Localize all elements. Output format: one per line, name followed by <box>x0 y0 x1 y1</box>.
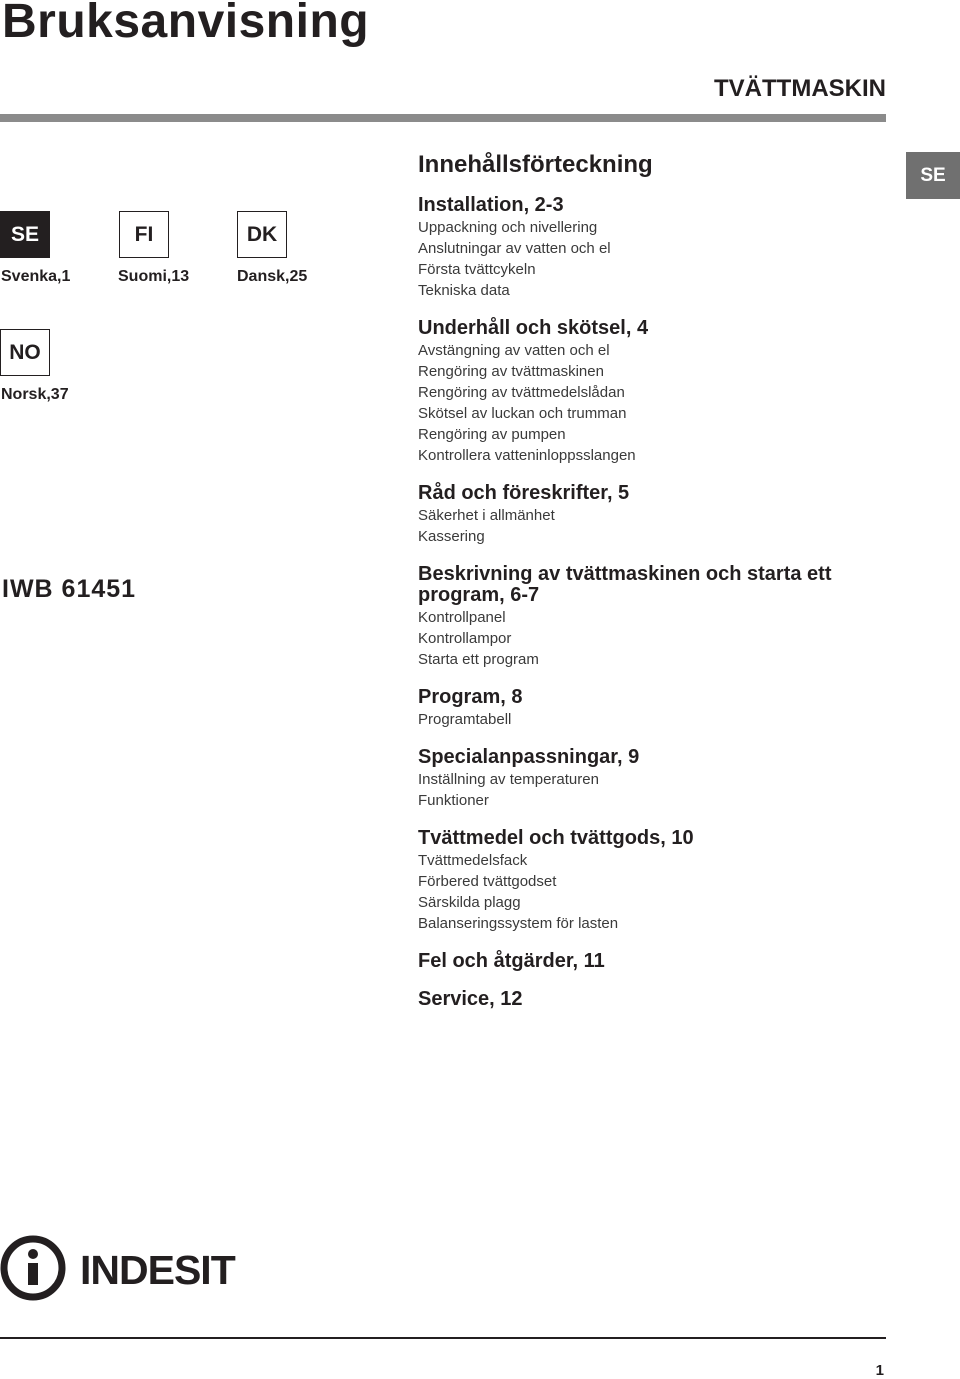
toc-section-service <box>418 989 898 1010</box>
toc-heading[interactable]: Fel och åtgärder, 11 <box>418 950 605 972</box>
toc-item[interactable]: Första tvättcykeln <box>418 261 536 278</box>
toc-heading[interactable]: Installation, 2-3 <box>418 194 564 216</box>
lang-label-no: Norsk,37 <box>1 386 69 403</box>
toc-item[interactable]: Uppackning och nivellering <box>418 219 598 236</box>
lang-label-fi: Suomi,13 <box>118 268 190 285</box>
toc-heading[interactable]: Tvättmedel och tvättgods, 10 <box>418 827 694 849</box>
indesit-i-logo-icon <box>0 1232 250 1304</box>
toc-item[interactable]: Balanseringssystem för lasten <box>418 915 619 932</box>
toc-item[interactable]: Tvättmedelsfack <box>418 852 528 869</box>
toc-section-detergent <box>418 828 898 934</box>
lang-box-se[interactable]: SE <box>0 211 50 258</box>
toc-section-advice <box>418 483 898 547</box>
toc-item[interactable]: Tekniska data <box>418 282 510 299</box>
toc-heading[interactable]: Underhåll och skötsel, 4 <box>418 317 649 339</box>
brand-wordmark: INDESIT <box>80 1247 235 1293</box>
toc-item[interactable]: Rengöring av pumpen <box>418 426 566 443</box>
brand-logo <box>0 1232 250 1309</box>
table-of-contents <box>418 195 898 1027</box>
toc-heading[interactable]: Råd och föreskrifter, 5 <box>418 482 630 504</box>
toc-section-special <box>418 747 898 811</box>
lang-box-no[interactable]: NO <box>0 329 50 376</box>
toc-item[interactable]: Kontrollera vatteninloppsslangen <box>418 447 636 464</box>
footer-divider <box>0 1337 886 1339</box>
toc-heading[interactable]: Service, 12 <box>418 988 523 1010</box>
toc-item[interactable]: Starta ett program <box>418 651 539 668</box>
lang-box-fi[interactable]: FI <box>119 211 169 258</box>
language-side-tab[interactable]: SE <box>906 152 960 199</box>
lang-label-dk: Dansk,25 <box>237 268 308 285</box>
lang-label-se: Svenka,1 <box>1 268 71 285</box>
toc-item[interactable]: Anslutningar av vatten och el <box>418 240 611 257</box>
toc-section-programs <box>418 687 898 730</box>
toc-section-description <box>418 564 898 670</box>
toc-item[interactable]: Programtabell <box>418 711 512 728</box>
toc-item[interactable]: Särskilda plagg <box>418 894 521 911</box>
toc-section-installation <box>418 195 898 301</box>
toc-item[interactable]: Inställning av temperaturen <box>418 771 599 788</box>
model-number: IWB 61451 <box>2 575 137 603</box>
toc-heading[interactable]: Program, 8 <box>418 686 523 708</box>
toc-heading[interactable]: Specialanpassningar, 9 <box>418 746 640 768</box>
page-title: Bruksanvisning <box>2 0 370 48</box>
toc-item[interactable]: Förbered tvättgodset <box>418 873 557 890</box>
toc-item[interactable]: Kassering <box>418 528 485 545</box>
toc-item[interactable]: Funktioner <box>418 792 489 809</box>
toc-item[interactable]: Rengöring av tvättmedelslådan <box>418 384 625 401</box>
lang-box-dk[interactable]: DK <box>237 211 287 258</box>
toc-section-maintenance <box>418 318 898 466</box>
toc-item[interactable]: Skötsel av luckan och trumman <box>418 405 627 422</box>
toc-item[interactable]: Avstängning av vatten och el <box>418 342 610 359</box>
page-number: 1 <box>875 1362 884 1379</box>
toc-item[interactable]: Rengöring av tvättmaskinen <box>418 363 604 380</box>
toc-section-troubleshooting <box>418 951 898 972</box>
product-type: TVÄTTMASKIN <box>714 75 886 102</box>
toc-item[interactable]: Kontrollampor <box>418 630 512 647</box>
header-divider <box>0 114 886 122</box>
toc-heading[interactable]: Beskrivning av tvättmaskinen och starta ett program, 6-7 <box>418 563 832 606</box>
toc-item[interactable]: Kontrollpanel <box>418 609 506 626</box>
toc-title: Innehållsförteckning <box>418 151 653 178</box>
toc-item[interactable]: Säkerhet i allmänhet <box>418 507 555 524</box>
